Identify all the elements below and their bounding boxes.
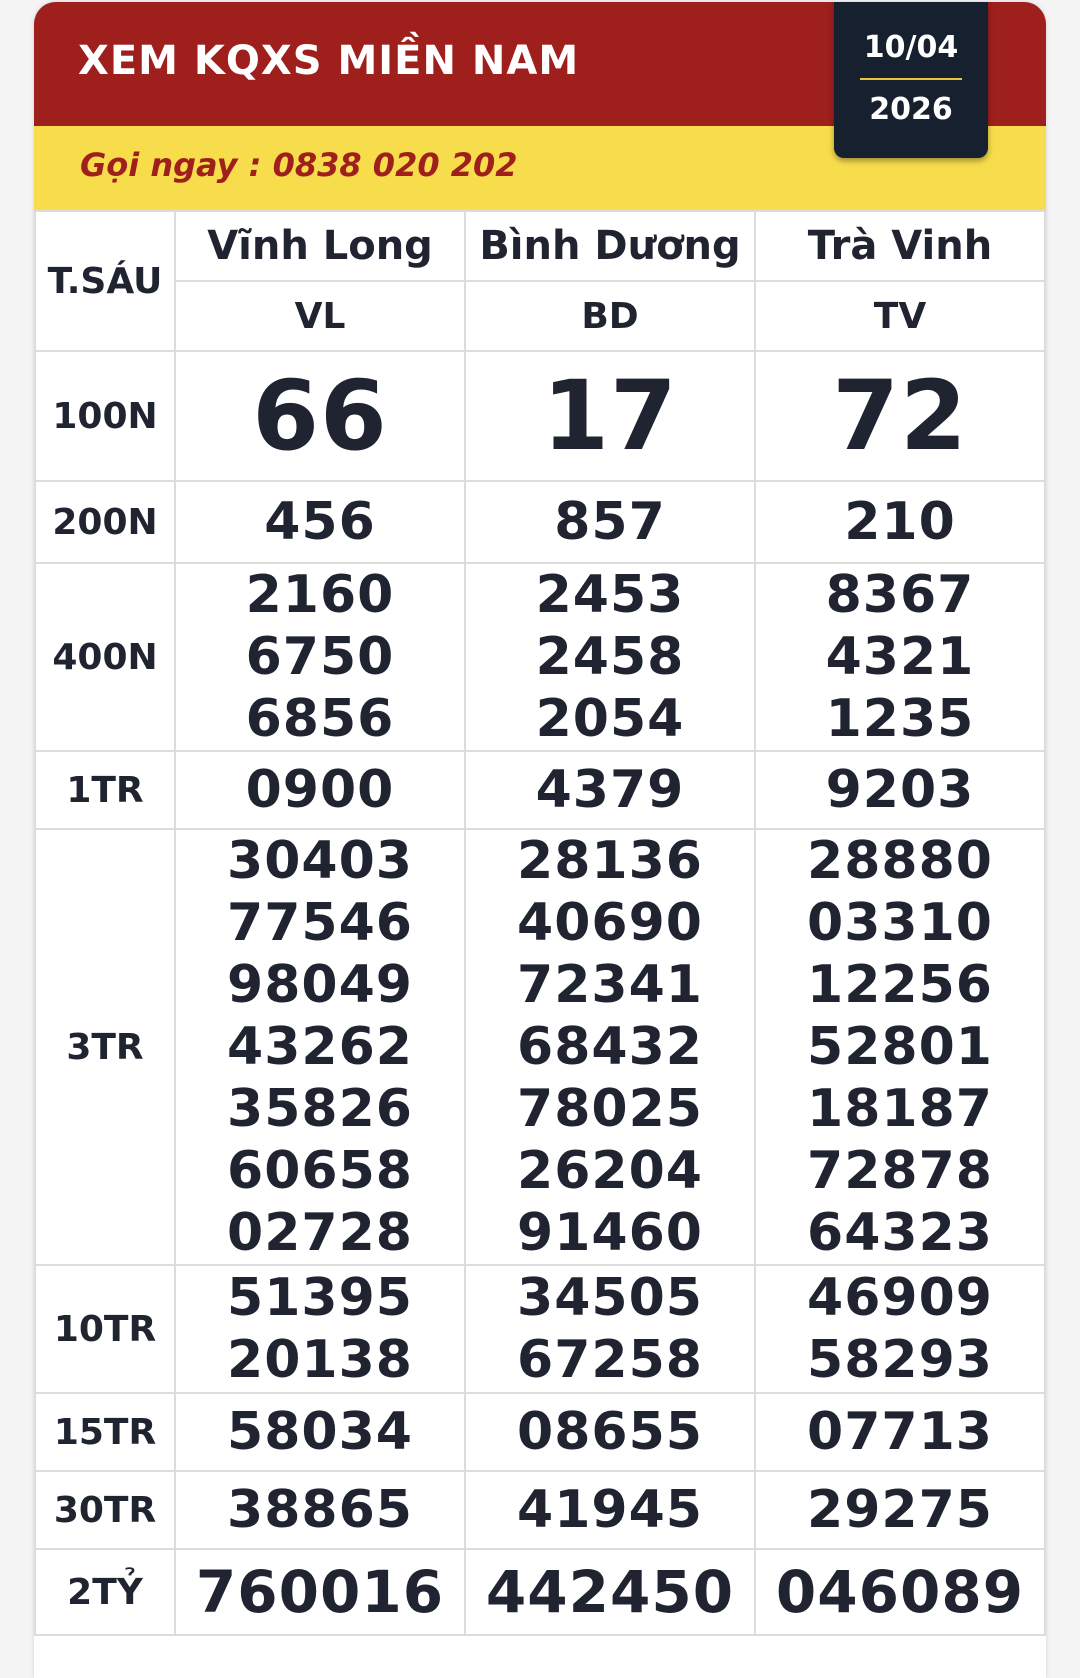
prize-cell [755, 1549, 1045, 1635]
results-card [34, 2, 1046, 1678]
winning-number: 6750 [245, 627, 395, 687]
winning-number: 8367 [825, 565, 975, 625]
winning-number: 67258 [517, 1330, 703, 1390]
prize-cell [755, 829, 1045, 1265]
date-day-month: 10/04 [863, 30, 959, 65]
winning-number: 68432 [517, 1017, 703, 1077]
winning-number: 29275 [807, 1480, 993, 1540]
winning-number: 40690 [517, 893, 703, 953]
prize-label: 100N [35, 351, 175, 481]
prize-cell [175, 1393, 465, 1471]
winning-number: 2458 [535, 627, 685, 687]
winning-number: 58034 [227, 1402, 413, 1462]
prize-cell [755, 1393, 1045, 1471]
date-year: 2026 [869, 92, 953, 127]
winning-number: 2160 [245, 565, 395, 625]
winning-number: 72 [832, 360, 968, 472]
prize-cell [465, 481, 755, 563]
prize-label: 1TR [35, 751, 175, 829]
province-code: BD [465, 281, 755, 351]
winning-number: 51395 [227, 1268, 413, 1328]
winning-number: 20138 [227, 1330, 413, 1390]
winning-number: 17 [542, 360, 678, 472]
prize-cell [175, 829, 465, 1265]
prize-cell [755, 1265, 1045, 1393]
winning-number: 442450 [485, 1558, 735, 1626]
winning-number: 046089 [775, 1558, 1025, 1626]
prize-cell [755, 1471, 1045, 1549]
winning-number: 2054 [535, 689, 685, 749]
prize-row [35, 1471, 1045, 1549]
winning-number: 38865 [227, 1480, 413, 1540]
winning-number: 03310 [807, 893, 993, 953]
winning-number: 456 [264, 492, 376, 552]
prize-cell [755, 351, 1045, 481]
winning-number: 9203 [825, 760, 975, 820]
winning-number: 46909 [807, 1268, 993, 1328]
prize-cell [465, 751, 755, 829]
winning-number: 2453 [535, 565, 685, 625]
winning-number: 26204 [517, 1141, 703, 1201]
winning-number: 1235 [825, 689, 975, 749]
prize-label: 200N [35, 481, 175, 563]
prize-label: 30TR [35, 1471, 175, 1549]
prize-cell [465, 829, 755, 1265]
winning-number: 58293 [807, 1330, 993, 1390]
winning-number: 91460 [517, 1203, 703, 1263]
prize-label: 2TỶ [35, 1549, 175, 1635]
province-name[interactable]: Trà Vinh [755, 211, 1045, 281]
prize-row [35, 829, 1045, 1265]
prize-row [35, 351, 1045, 481]
prize-row [35, 1393, 1045, 1471]
province-name[interactable]: Vĩnh Long [175, 211, 465, 281]
province-name[interactable]: Bình Dương [465, 211, 755, 281]
prize-cell [175, 481, 465, 563]
hotline-link[interactable]: Gọi ngay : 0838 020 202 [80, 146, 518, 184]
prize-cell [465, 1549, 755, 1635]
winning-number: 72878 [807, 1141, 993, 1201]
prize-cell [755, 563, 1045, 751]
province-code: TV [755, 281, 1045, 351]
date-badge [834, 2, 988, 158]
winning-number: 02728 [227, 1203, 413, 1263]
prize-row [35, 1549, 1045, 1635]
prize-row [35, 481, 1045, 563]
winning-number: 52801 [807, 1017, 993, 1077]
prize-row [35, 751, 1045, 829]
prize-label: 10TR [35, 1265, 175, 1393]
winning-number: 66 [252, 360, 388, 472]
prize-cell [755, 751, 1045, 829]
province-code-row [35, 281, 1045, 351]
prize-cell [465, 1393, 755, 1471]
prize-cell [175, 351, 465, 481]
prize-cell [465, 1265, 755, 1393]
date-divider [860, 78, 962, 80]
prize-row [35, 1265, 1045, 1393]
winning-number: 0900 [245, 760, 395, 820]
prize-cell [465, 1471, 755, 1549]
winning-number: 34505 [517, 1268, 703, 1328]
winning-number: 43262 [227, 1017, 413, 1077]
winning-number: 30403 [227, 831, 413, 891]
prize-cell [755, 481, 1045, 563]
winning-number: 28880 [807, 831, 993, 891]
prize-rows [35, 351, 1045, 1635]
prize-row [35, 563, 1045, 751]
winning-number: 07713 [807, 1402, 993, 1462]
winning-number: 12256 [807, 955, 993, 1015]
prize-cell [175, 563, 465, 751]
winning-number: 28136 [517, 831, 703, 891]
winning-number: 60658 [227, 1141, 413, 1201]
prize-label: 15TR [35, 1393, 175, 1471]
prize-cell [465, 563, 755, 751]
winning-number: 98049 [227, 955, 413, 1015]
results-table [34, 210, 1046, 1636]
winning-number: 210 [844, 492, 956, 552]
prize-label: 3TR [35, 829, 175, 1265]
prize-cell [175, 1471, 465, 1549]
weekday-label: T.SÁU [35, 211, 175, 351]
prize-cell [175, 1549, 465, 1635]
winning-number: 760016 [195, 1558, 445, 1626]
winning-number: 35826 [227, 1079, 413, 1139]
prize-cell [175, 751, 465, 829]
winning-number: 08655 [517, 1402, 703, 1462]
winning-number: 857 [554, 492, 666, 552]
province-name-row [35, 211, 1045, 281]
winning-number: 18187 [807, 1079, 993, 1139]
winning-number: 4321 [825, 627, 975, 687]
winning-number: 78025 [517, 1079, 703, 1139]
prize-cell [465, 351, 755, 481]
prize-cell [175, 1265, 465, 1393]
winning-number: 77546 [227, 893, 413, 953]
winning-number: 72341 [517, 955, 703, 1015]
winning-number: 6856 [245, 689, 395, 749]
province-code: VL [175, 281, 465, 351]
winning-number: 41945 [517, 1480, 703, 1540]
winning-number: 64323 [807, 1203, 993, 1263]
prize-label: 400N [35, 563, 175, 751]
winning-number: 4379 [535, 760, 685, 820]
page-title: XEM KQXS MIỀN NAM [78, 38, 580, 84]
